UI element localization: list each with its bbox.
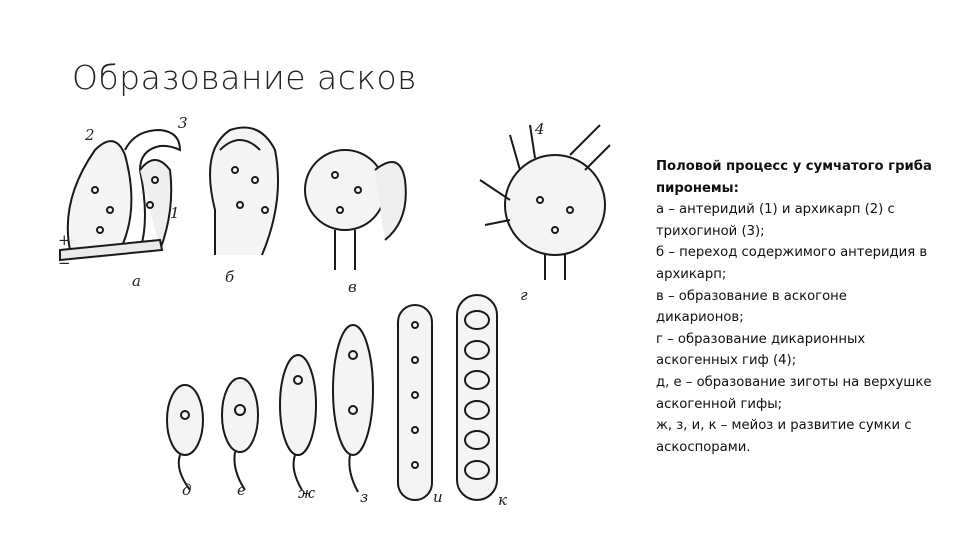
panel-v-drawing [305,150,406,270]
panel-b-drawing [210,128,278,256]
caption-line-v: в – образование в аскогоне дикарионов; [656,288,847,326]
ascus-formation-figure [40,110,640,530]
figure-caption [656,156,936,458]
caption-lead: Половой процесс у сумчатого гриба пиронемы: [656,159,932,196]
panel-label-zh: ж [298,484,316,502]
panel-a-drawing [60,130,180,260]
part-number-4: 4 [535,120,545,138]
panel-d-drawing [167,385,203,490]
sign-minus: − [58,254,71,272]
panel-label-k: к [498,491,507,509]
panel-zh-drawing [280,355,316,490]
panel-k-drawing [457,295,497,500]
panel-label-g: г [520,286,528,304]
part-number-2: 2 [85,126,95,144]
panel-label-v: в [348,278,357,296]
panel-label-e: е [237,481,246,499]
panel-g-drawing [480,125,610,280]
caption-line-d-e: д, е – образование зиготы на верхушке аскогенной гифы; [656,374,932,412]
sign-plus: + [58,231,71,249]
panel-label-i: и [433,488,443,506]
panel-label-z: з [360,488,369,506]
caption-line-a: а – антеридий (1) и архикарп (2) с трихогиной (3); [656,202,895,239]
panel-label-d: д [182,481,192,499]
panel-e-drawing [222,378,258,490]
panel-z-drawing [333,325,373,492]
slide-title: Образование асков [72,58,418,97]
part-number-1: 1 [170,204,180,222]
caption-line-g: г – образование дикарионных аскогенных гиф (4); [656,331,866,369]
panel-label-b: б [225,268,235,286]
caption-line-zh-k: ж, з, и, к – мейоз и развитие сумки с аскоспорами. [656,418,912,455]
panel-i-drawing [398,305,432,500]
caption-line-b: б – переход содержимого антеридия в архикарп; [656,245,928,282]
part-number-3: 3 [178,114,188,132]
panel-label-a: а [132,272,141,290]
